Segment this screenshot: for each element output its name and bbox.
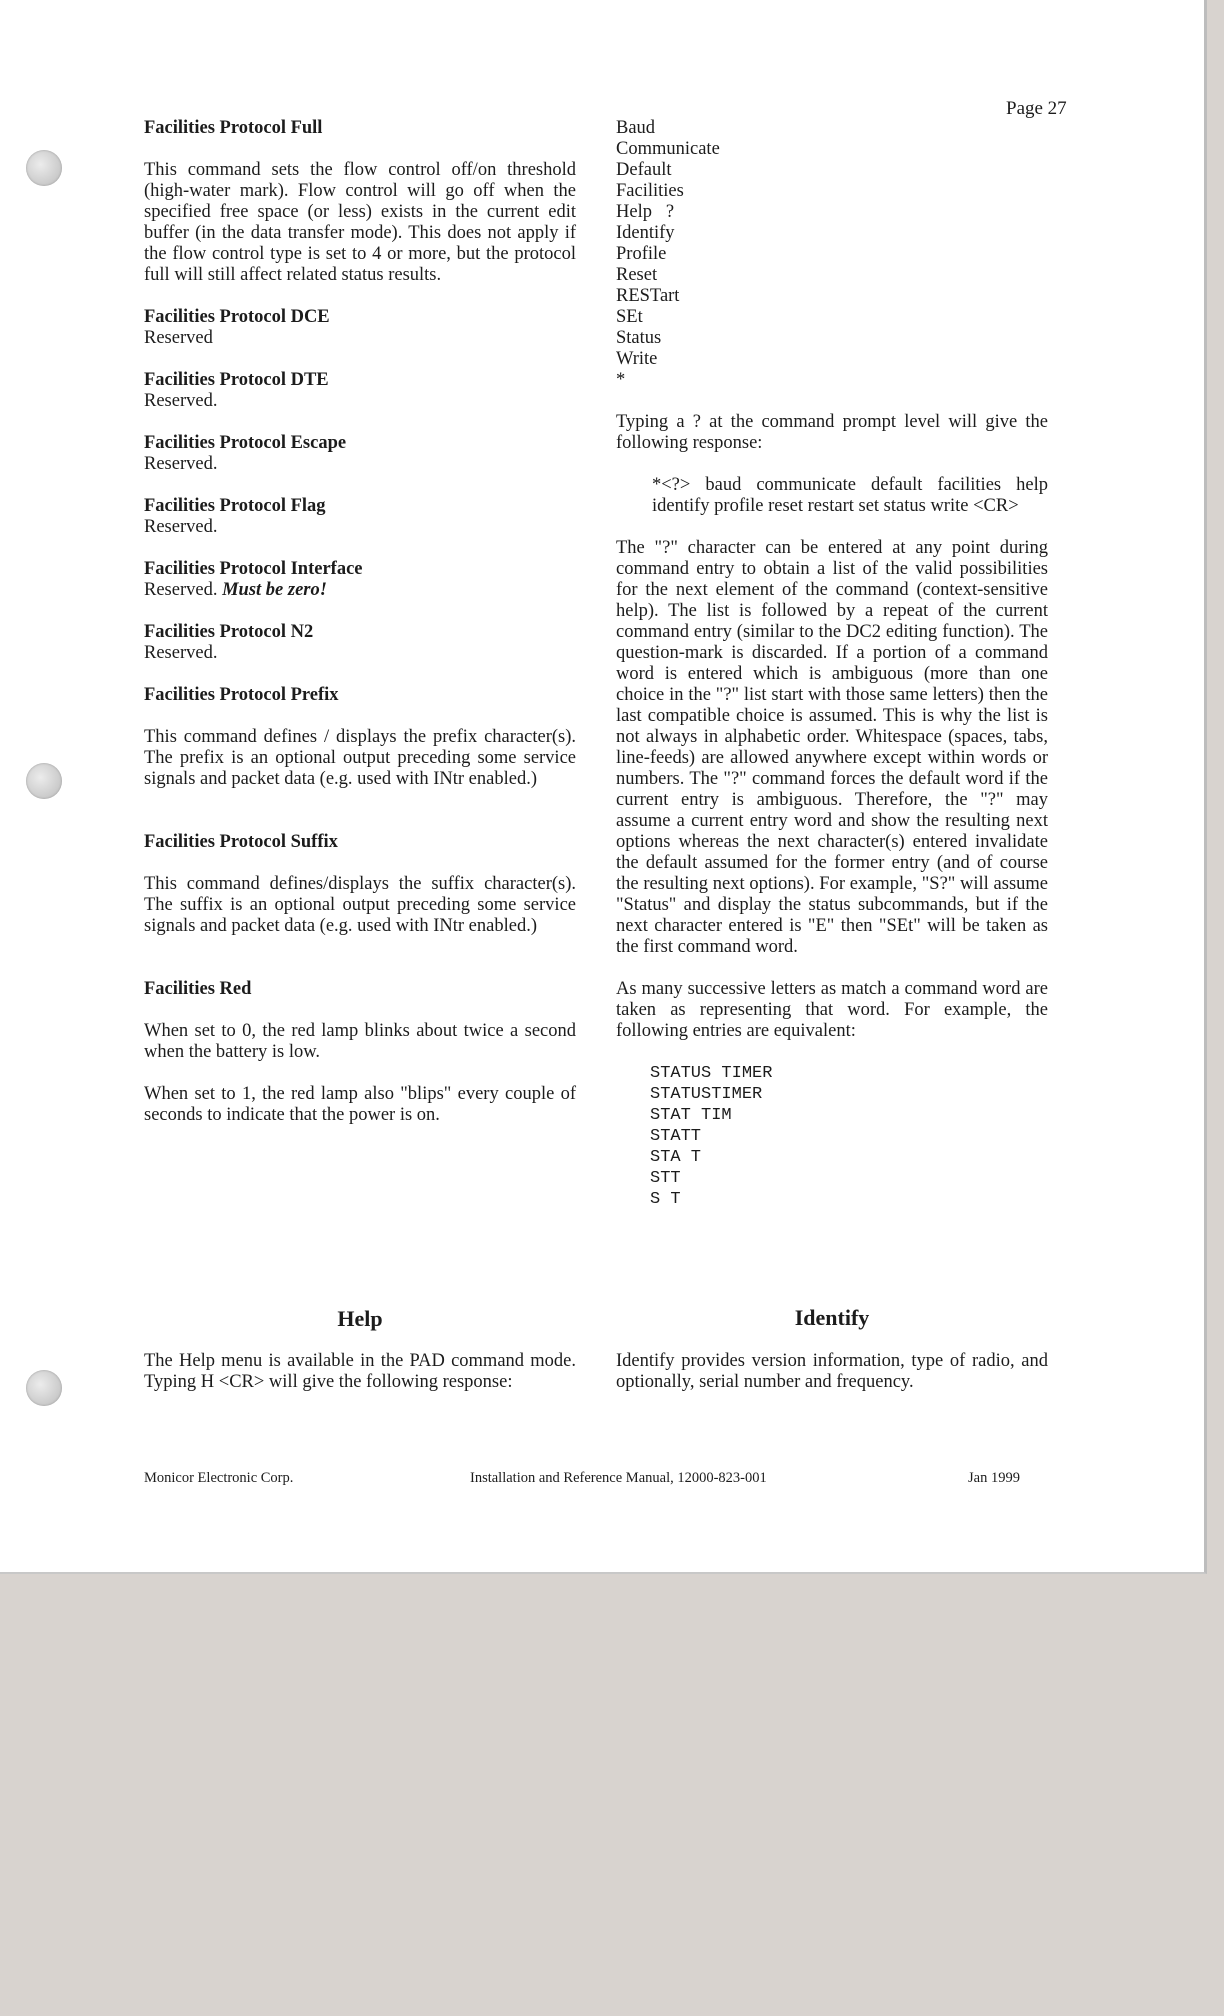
footer-company: Monicor Electronic Corp. [144,1470,294,1486]
body-protocol-dce: Reserved [144,328,213,348]
heading-protocol-escape: Facilities Protocol Escape [144,433,347,453]
body-protocol-interface [144,580,576,601]
help-body [144,1351,576,1393]
heading-protocol-full: Facilities Protocol Full [144,118,323,138]
help-menu-item: SEt [616,307,643,327]
body-protocol-escape: Reserved. [144,454,218,474]
reserved-text: Reserved. [144,580,218,600]
help-section-title: Help [337,1306,383,1331]
help-menu-item: Identify [616,223,675,243]
body-protocol-full: This command sets the flow control off/on threshold (high-water mark). Flow control will go off when the specified free space (or less) exists in the current edit buffer (in the data transfer mode). This does not apply if the flow control type is set to 4 or more, but the protocol full will still affect related status results. [144,160,576,285]
heading-facilities-red: Facilities Red [144,979,252,999]
typing-intro: Typing a ? at the command prompt level will give the following response: [616,412,1048,453]
body-red-1: When set to 1, the red lamp also "blips" every couple of seconds to indicate that the power is on. [144,1084,576,1125]
help-menu-item: Write [616,349,658,369]
letters-paragraph: As many successive letters as match a command word are taken as representing that word. For example, the following entries are equivalent: [616,979,1048,1041]
equivalent-entry: STA T [650,1148,702,1167]
heading-protocol-interface: Facilities Protocol Interface [144,559,363,579]
help-menu-item: Communicate [616,139,720,159]
binder-hole [26,763,62,799]
equivalent-entries-list [616,1063,1048,1210]
help-menu-item: Help ? [616,202,675,222]
body-protocol-n2: Reserved. [144,643,218,663]
help-menu-item: RESTart [616,286,680,306]
footer-manual: Installation and Reference Manual, 12000-823-001 [470,1470,767,1486]
identify-section-title: Identify [794,1305,870,1330]
equivalent-entry: S T [650,1190,681,1209]
question-mark-paragraph: The "?" character can be entered at any point during command entry to obtain a list of the valid possibilities for the next element of the command (context-sensitive help). The list is followed by a repeat of the current command entry (similar to the DC2 editing function). The question-mark is discarded. If a portion of a command word is entered which is ambiguous (more than one choice in the "?" list start with those same letters) then the last compatible choice is assumed. This is why the list is not always in alphabetic order. Whitespace (spaces, tabs, line-feeds) are allowed anywhere except within words or numbers. The "?" command forces the default word if the current entry is ambiguous. Therefore, the "?" may assume a current entry word and show the resulting next options whereas the next character(s) entered invalidate the default assumed for the former entry (and of course the resulting next options). For example, "S?" will assume "Status" and display the status subcommands, but if the next character entered is "E" then "SEt" will be taken as the first command word. [616,538,1048,957]
must-be-zero-note: Must be zero! [222,580,327,600]
help-menu-item: Facilities [616,181,684,201]
left-column [144,118,576,1126]
right-column [616,118,1048,1210]
heading-protocol-dce: Facilities Protocol DCE [144,307,330,327]
identify-paragraph: Identify provides version information, type of radio, and optionally, serial number and frequency. [616,1351,1048,1392]
heading-protocol-dte: Facilities Protocol DTE [144,370,329,390]
body-protocol-dte: Reserved. [144,391,218,411]
equivalent-entry: STT [650,1169,681,1188]
equivalent-entry: STATUS TIMER [650,1064,773,1083]
binder-hole [26,150,62,186]
help-menu-item: Profile [616,244,667,264]
body-red-0: When set to 0, the red lamp blinks about twice a second when the battery is low. [144,1021,576,1062]
footer-date: Jan 1999 [968,1470,1020,1486]
identify-body [616,1351,1048,1393]
help-menu-item: Reset [616,265,658,285]
page-number: Page 27 [1006,98,1067,119]
body-protocol-flag: Reserved. [144,517,218,537]
binder-hole [26,1370,62,1406]
body-protocol-prefix: This command defines / displays the prefix character(s). The prefix is an optional output preceding some service signals and packet data (e.g. used with INtr enabled.) [144,727,576,789]
help-menu-item: Baud [616,118,656,138]
help-menu-item: Status [616,328,662,348]
heading-protocol-flag: Facilities Protocol Flag [144,496,326,516]
heading-protocol-prefix: Facilities Protocol Prefix [144,685,339,705]
help-menu-item: Default [616,160,672,180]
equivalent-entry: STATT [650,1127,702,1146]
body-protocol-suffix: This command defines/displays the suffix character(s). The suffix is an optional output preceding some service signals and packet data (e.g. used with INtr enabled.) [144,874,576,936]
help-menu-item: * [616,370,626,390]
typing-response: *<?> baud communicate default facilities help identify profile reset restart set status write <CR> [652,475,1048,516]
heading-protocol-n2: Facilities Protocol N2 [144,622,314,642]
help-paragraph: The Help menu is available in the PAD command mode. Typing H <CR> will give the following response: [144,1351,576,1392]
help-menu-list [616,118,1048,391]
equivalent-entry: STAT TIM [650,1106,732,1125]
equivalent-entry: STATUSTIMER [650,1085,763,1104]
heading-protocol-suffix: Facilities Protocol Suffix [144,832,338,852]
